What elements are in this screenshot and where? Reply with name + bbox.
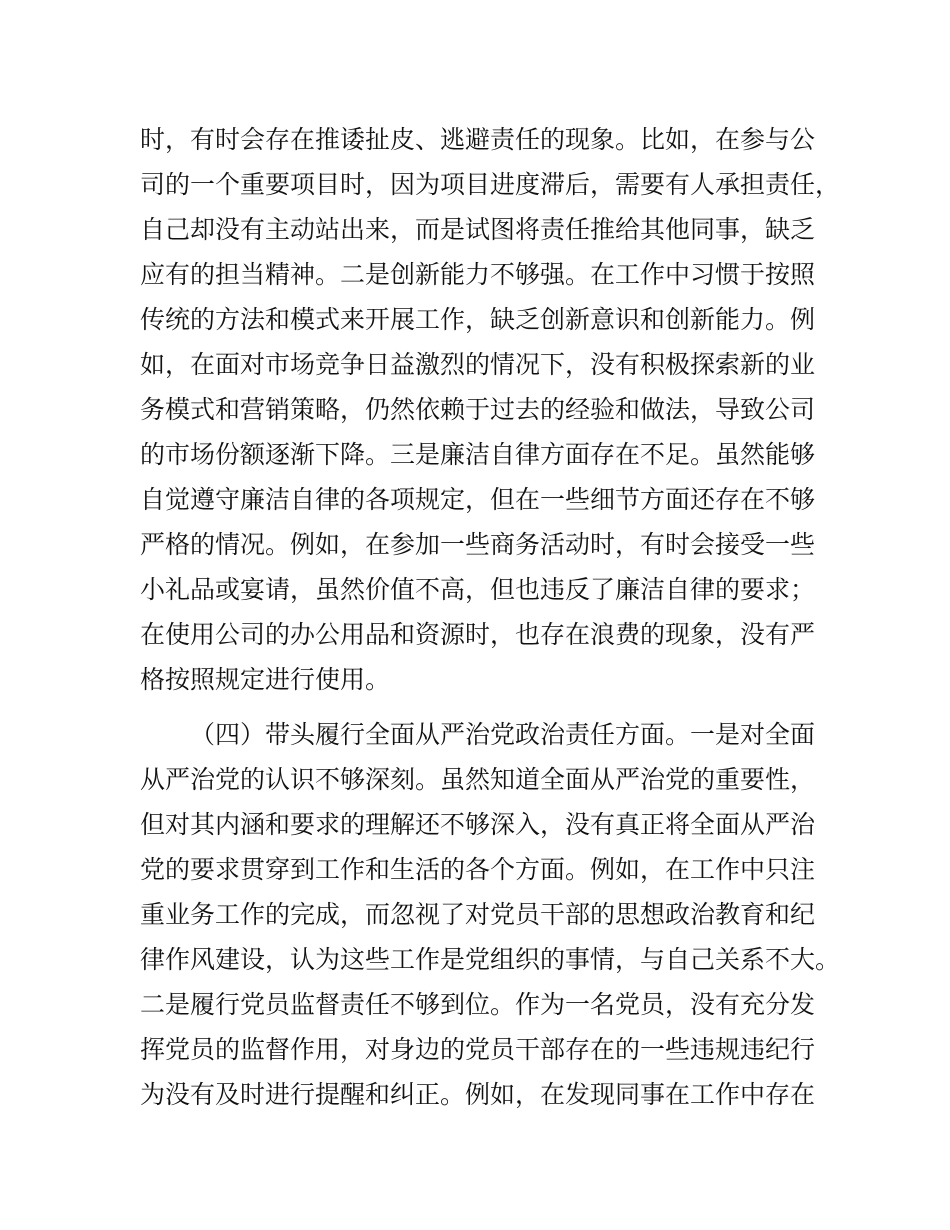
body-text-line: 的市场份额逐渐下降。三是廉洁自律方面存在不足。虽然能够 xyxy=(140,440,816,469)
body-text-line: 传统的方法和模式来开展工作，缺乏创新意识和创新能力。例 xyxy=(140,305,816,334)
body-text-line: 重业务工作的完成，而忽视了对党员干部的思想政治教育和纪 xyxy=(140,900,816,929)
body-text-line: 司的一个重要项目时，因为项目进度滞后，需要有人承担责任， xyxy=(140,170,841,199)
body-text-line: 务模式和营销策略，仍然依赖于过去的经验和做法，导致公司 xyxy=(140,395,816,424)
section-heading-line: （四）带头履行全面从严治党政治责任方面。一是对全面 xyxy=(190,720,816,749)
body-text-line: 在使用公司的办公用品和资源时，也存在浪费的现象，没有严 xyxy=(140,620,816,649)
body-text-line: 严格的情况。例如，在参加一些商务活动时，有时会接受一些 xyxy=(140,530,816,559)
body-text-line: 律作风建设，认为这些工作是党组织的事情，与自己关系不大。 xyxy=(140,945,841,974)
body-text-line: 小礼品或宴请，虽然价值不高，但也违反了廉洁自律的要求； xyxy=(140,575,816,604)
body-text-line: 但对其内涵和要求的理解还不够深入，没有真正将全面从严治 xyxy=(140,810,816,839)
body-text-line: 应有的担当精神。二是创新能力不够强。在工作中习惯于按照 xyxy=(140,260,816,289)
body-text-line: 为没有及时进行提醒和纠正。例如，在发现同事在工作中存在 xyxy=(140,1080,816,1109)
body-text-line: 如，在面对市场竞争日益激烈的情况下，没有积极探索新的业 xyxy=(140,350,816,379)
body-text-line: 自觉遵守廉洁自律的各项规定，但在一些细节方面还存在不够 xyxy=(140,485,816,514)
body-text-line: 挥党员的监督作用，对身边的党员干部存在的一些违规违纪行 xyxy=(140,1035,816,1064)
body-text-line: 时，有时会存在推诿扯皮、逃避责任的现象。比如，在参与公 xyxy=(140,125,816,154)
body-text-line: 二是履行党员监督责任不够到位。作为一名党员，没有充分发 xyxy=(140,990,816,1019)
body-text-line: 党的要求贯穿到工作和生活的各个方面。例如，在工作中只注 xyxy=(140,855,816,884)
body-text-line: 格按照规定进行使用。 xyxy=(140,665,391,694)
body-text-line: 自己却没有主动站出来，而是试图将责任推给其他同事，缺乏 xyxy=(140,215,816,244)
body-text-line: 从严治党的认识不够深刻。虽然知道全面从严治党的重要性， xyxy=(140,765,816,794)
